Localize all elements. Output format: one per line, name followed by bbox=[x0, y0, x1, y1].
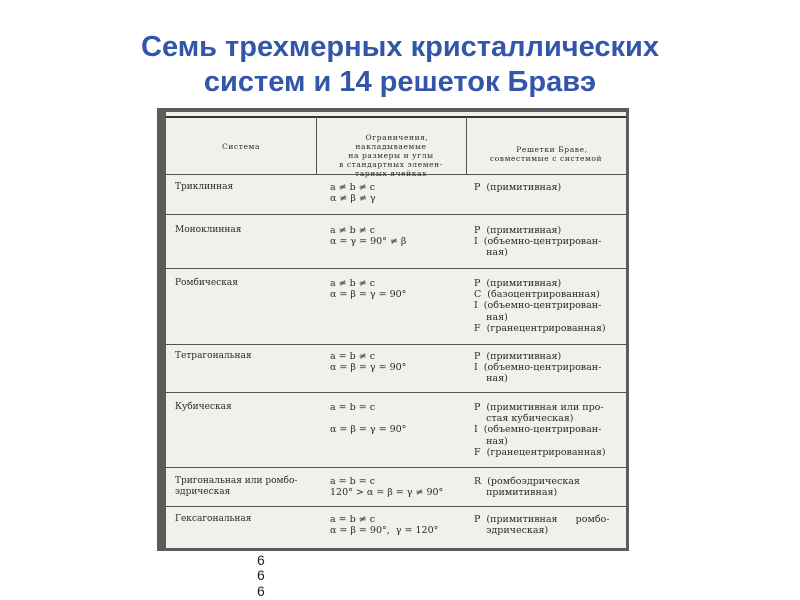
row-hexagonal-system: Гексагональная bbox=[175, 514, 252, 524]
row-trigonal-lattices: R (ромбоэдрическая примитивная) bbox=[474, 476, 580, 499]
row-divider bbox=[166, 268, 626, 269]
row-orthorhombic-constraints: a ≠ b ≠ c α = β = γ = 90° bbox=[330, 278, 407, 301]
row-triclinic-lattices: P (примитивная) bbox=[474, 182, 562, 193]
header-system bbox=[166, 142, 316, 151]
header-lattices bbox=[466, 136, 626, 172]
footer-digit: 6 bbox=[257, 583, 265, 599]
row-trigonal-system: Тригональная или ромбо- эдрическая bbox=[175, 476, 298, 498]
bravais-table bbox=[166, 112, 626, 548]
header-system-text: Система bbox=[221, 142, 261, 151]
footer-digit: 6 bbox=[257, 567, 265, 583]
row-cubic-constraints: a = b = c α = β = γ = 90° bbox=[330, 402, 407, 436]
row-hexagonal-lattices: P (примитивная ромбо- эдрическая) bbox=[474, 514, 610, 537]
row-tetragonal-constraints: a = b ≠ c α = β = γ = 90° bbox=[330, 351, 407, 374]
slide-title bbox=[0, 30, 800, 100]
row-monoclinic-system: Моноклинная bbox=[175, 225, 242, 235]
header-constraints-text: Ограничения, накладываемые на размеры и углы в стандартных элемен- тарных ячейках bbox=[339, 133, 443, 178]
row-monoclinic-constraints: a ≠ b ≠ c α = γ = 90° ≠ β bbox=[330, 225, 407, 248]
row-triclinic-system: Триклинная bbox=[175, 182, 234, 192]
row-divider bbox=[166, 467, 626, 468]
footer-digit: 6 bbox=[257, 552, 265, 568]
row-divider bbox=[166, 344, 626, 345]
header-constraints bbox=[316, 124, 466, 187]
row-divider bbox=[166, 214, 626, 215]
table-top-rule bbox=[166, 116, 626, 118]
slide-title-line-1: Семь трехмерных кристаллических bbox=[141, 31, 659, 63]
row-orthorhombic-lattices: P (примитивная) C (базоцентрированная) I (объемно-центрирован- ная) F (гранецентрированная) bbox=[474, 278, 606, 334]
row-triclinic-constraints: a ≠ b ≠ c α ≠ β ≠ γ bbox=[330, 182, 376, 205]
header-lattices-text: Решетки Браве, совместимые с системой bbox=[489, 145, 603, 163]
row-cubic-system: Кубическая bbox=[175, 402, 232, 412]
row-divider bbox=[166, 392, 626, 393]
row-hexagonal-constraints: a = b ≠ c α = β = 90°, γ = 120° bbox=[330, 514, 439, 537]
slide-title-line-2: систем и 14 решеток Бравэ bbox=[203, 66, 597, 98]
row-cubic-lattices: P (примитивная или про- стая кубическая) I (объемно-центрирован- ная) F (гранецентрированная) bbox=[474, 402, 606, 458]
row-tetragonal-lattices: P (примитивная) I (объемно-центрирован- ная) bbox=[474, 351, 602, 385]
row-tetragonal-system: Тетрагональная bbox=[175, 351, 252, 361]
row-divider bbox=[166, 506, 626, 507]
row-trigonal-constraints: a = b = c 120° > α = β = γ ≠ 90° bbox=[330, 476, 444, 499]
row-monoclinic-lattices: P (примитивная) I (объемно-центрирован- ная) bbox=[474, 225, 602, 259]
row-orthorhombic-system: Ромбическая bbox=[175, 278, 238, 288]
